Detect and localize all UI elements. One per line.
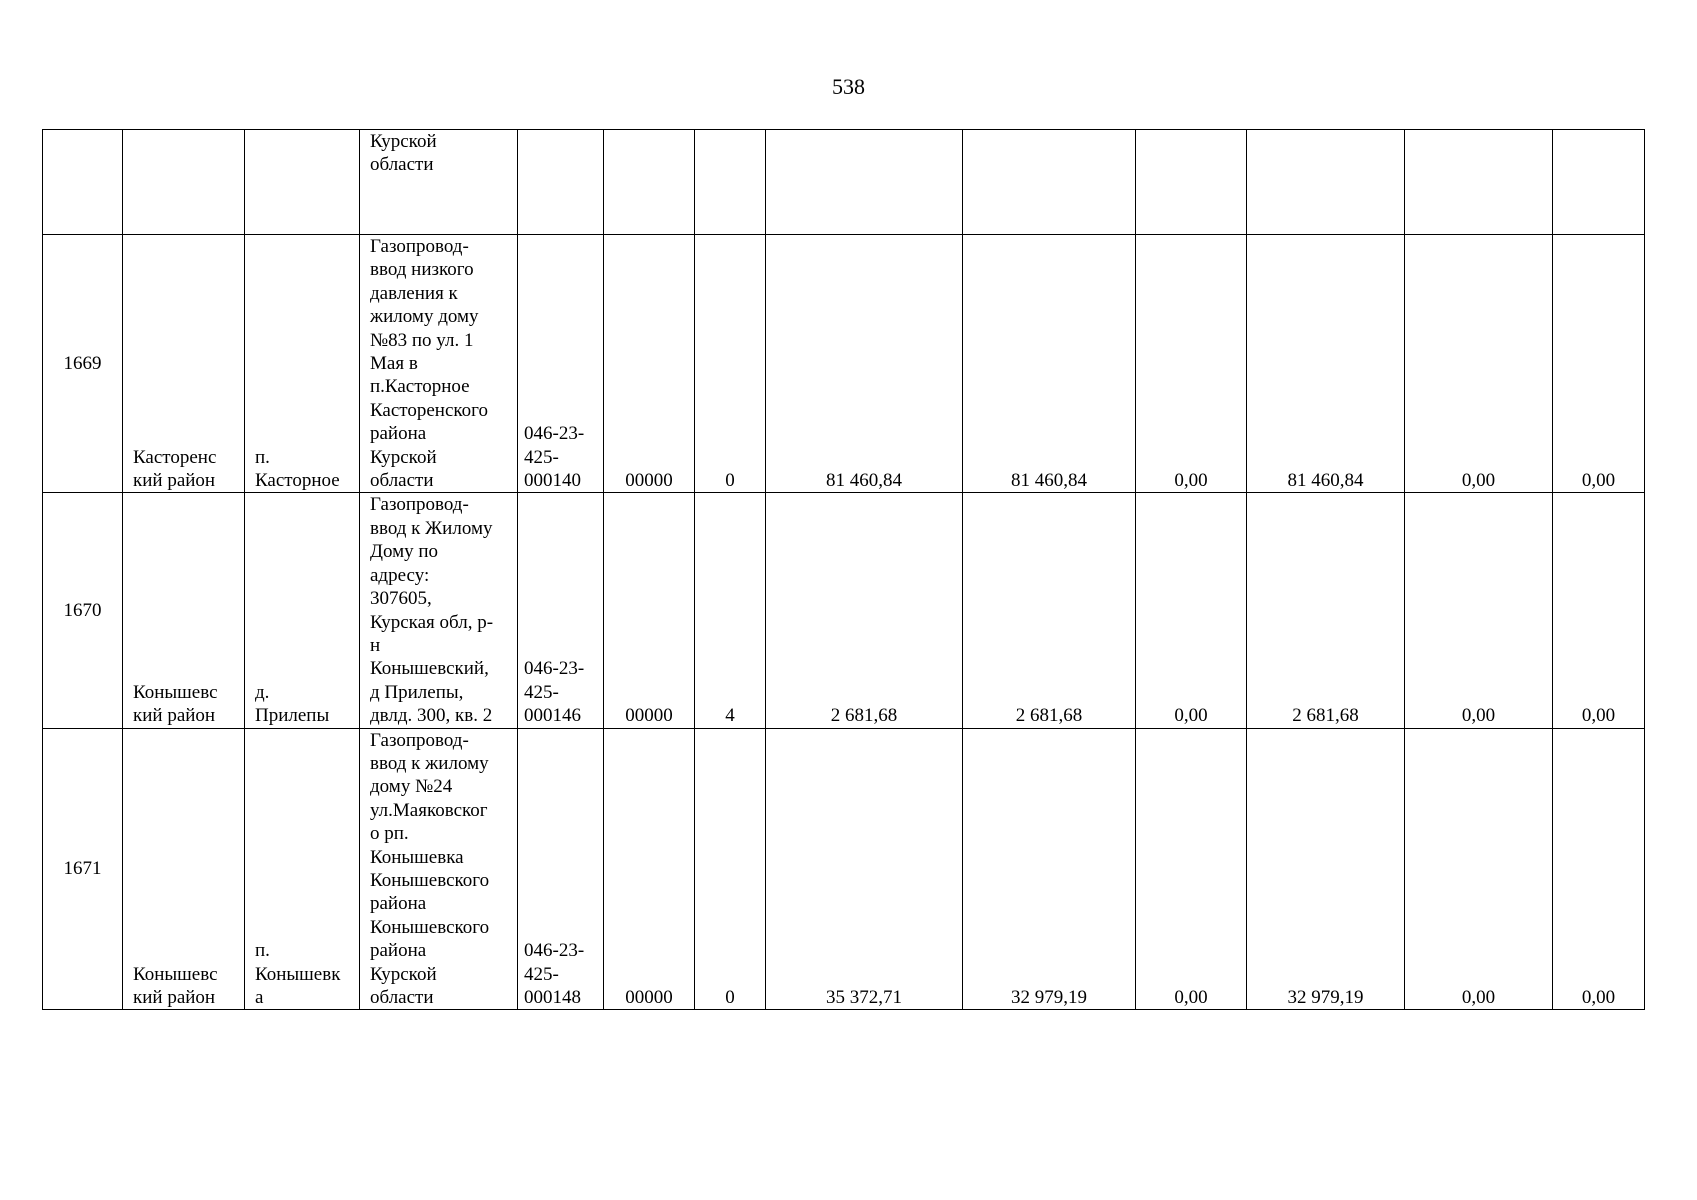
value-cell: 2 681,68 xyxy=(766,493,963,728)
page-number: 538 xyxy=(832,74,865,99)
value-cell xyxy=(1405,130,1553,235)
value-cell xyxy=(766,130,963,235)
value-cell: 35 372,71 xyxy=(766,728,963,1010)
value-cell: 2 681,68 xyxy=(963,493,1136,728)
table-row xyxy=(43,130,1645,235)
value-cell xyxy=(695,130,766,235)
description-cell: Газопровод- ввод низкого давления к жилому дому №83 по ул. 1 Мая в п.Касторное Касторенского района Курской области xyxy=(360,235,518,493)
value-cell xyxy=(1136,130,1247,235)
value-cell: 00000 xyxy=(604,235,695,493)
district-cell: Конышевс кий район xyxy=(123,728,245,1010)
locality-cell xyxy=(245,130,360,235)
value-cell: 81 460,84 xyxy=(766,235,963,493)
row-number xyxy=(43,130,123,235)
code-cell: 046-23- 425- 000140 xyxy=(518,235,604,493)
value-cell: 0,00 xyxy=(1405,493,1553,728)
row-number: 1671 xyxy=(43,728,123,1010)
row-number: 1669 xyxy=(43,235,123,493)
table-row xyxy=(43,728,1645,1010)
locality-cell: д. Прилепы xyxy=(245,493,360,728)
value-cell: 00000 xyxy=(604,493,695,728)
value-cell: 0,00 xyxy=(1136,493,1247,728)
value-cell: 32 979,19 xyxy=(963,728,1136,1010)
value-cell: 0,00 xyxy=(1553,235,1645,493)
description-cell: Курской области xyxy=(360,130,518,235)
value-cell xyxy=(604,130,695,235)
locality-cell: п. Конышевк а xyxy=(245,728,360,1010)
value-cell: 00000 xyxy=(604,728,695,1010)
value-cell xyxy=(963,130,1136,235)
value-cell: 0,00 xyxy=(1136,235,1247,493)
row-number: 1670 xyxy=(43,493,123,728)
value-cell xyxy=(1247,130,1405,235)
locality-cell: п. Касторное xyxy=(245,235,360,493)
description-cell: Газопровод- ввод к жилому дому №24 ул.Маяковског о рп. Конышевка Конышевского района Конышевского района Курской области xyxy=(360,728,518,1010)
district-cell: Касторенс кий район xyxy=(123,235,245,493)
description-cell: Газопровод- ввод к Жилому Дому по адресу: 307605, Курская обл, р- н Конышевский, д Прилепы, двлд. 300, кв. 2 xyxy=(360,493,518,728)
value-cell: 0 xyxy=(695,235,766,493)
value-cell: 0 xyxy=(695,728,766,1010)
registry-table xyxy=(42,129,1645,1010)
value-cell: 0,00 xyxy=(1553,728,1645,1010)
code-cell: 046-23- 425- 000146 xyxy=(518,493,604,728)
value-cell: 81 460,84 xyxy=(1247,235,1405,493)
code-cell xyxy=(518,130,604,235)
value-cell: 0,00 xyxy=(1136,728,1247,1010)
value-cell: 2 681,68 xyxy=(1247,493,1405,728)
table-row xyxy=(43,235,1645,493)
district-cell xyxy=(123,130,245,235)
district-cell: Конышевс кий район xyxy=(123,493,245,728)
value-cell: 0,00 xyxy=(1553,493,1645,728)
code-cell: 046-23- 425- 000148 xyxy=(518,728,604,1010)
table-row xyxy=(43,493,1645,728)
value-cell xyxy=(1553,130,1645,235)
value-cell: 81 460,84 xyxy=(963,235,1136,493)
value-cell: 0,00 xyxy=(1405,235,1553,493)
value-cell: 0,00 xyxy=(1405,728,1553,1010)
value-cell: 4 xyxy=(695,493,766,728)
value-cell: 32 979,19 xyxy=(1247,728,1405,1010)
